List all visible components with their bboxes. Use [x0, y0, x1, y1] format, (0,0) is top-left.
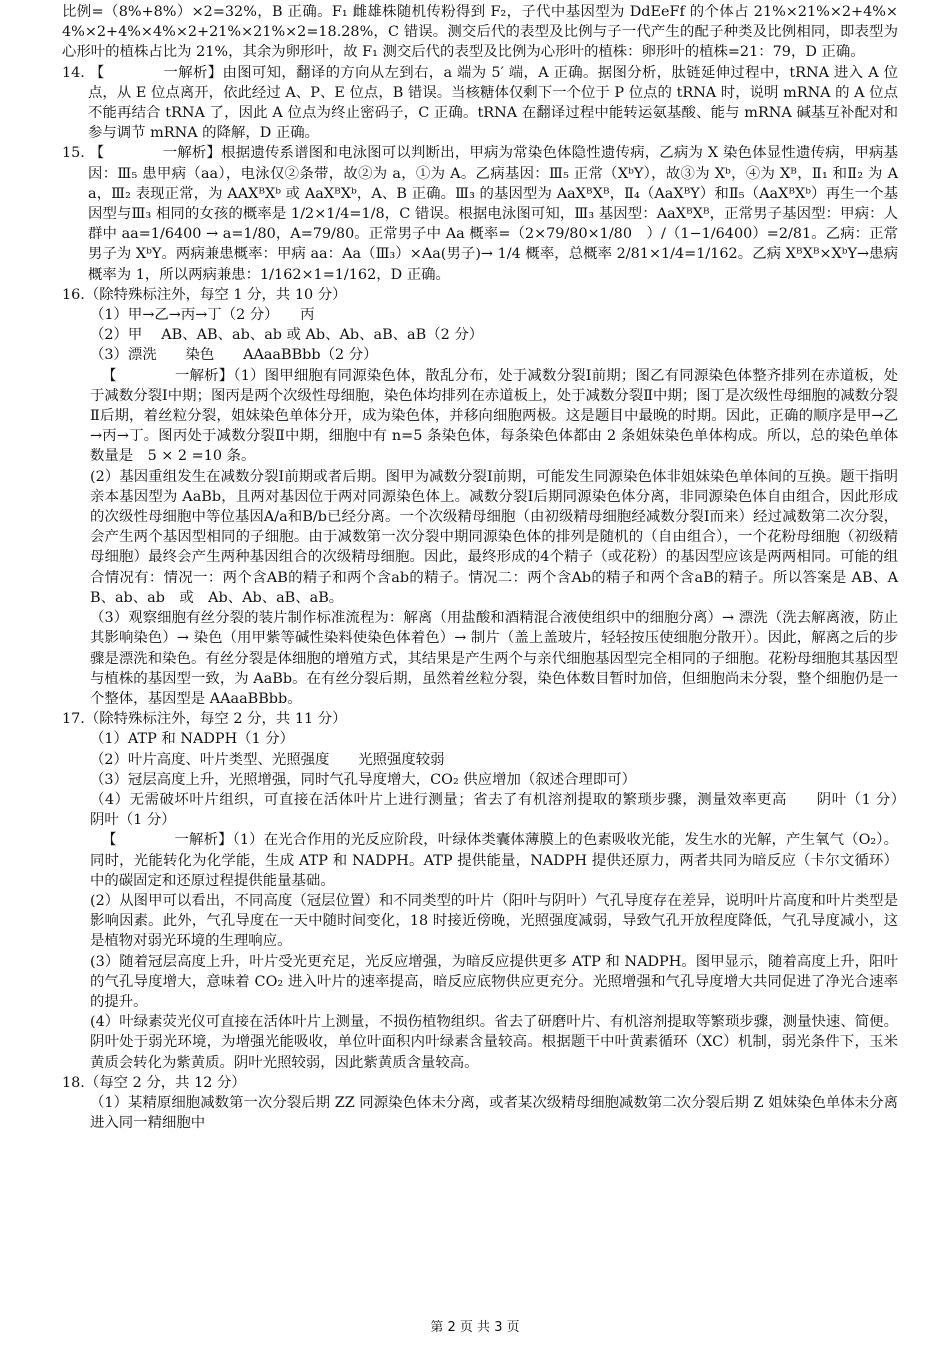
q17-part4-answer: （4）无需破坏叶片组织，可直接在活体叶片上进行测量；省去了有机溶剂提取的繁琐步骤，测量效率更高 阴叶（1 分） 阴叶（1 分） [90, 791, 927, 829]
q16-explanation-1: 【 一解析】（1）图甲细胞有同源染色体，散乱分布，处于减数分裂Ⅰ前期；图乙有同源染色体整齐排列在赤道板，处于减数分裂Ⅰ中期；图丙是两个次级性母细胞，染色体均排列在赤道板上，处于减数分裂Ⅱ中期；图丁是次级性母细胞的减数分裂Ⅱ后期，着丝粒分裂，姐妹染色单体分开，成为染色体，并移向细胞两极。这是题目中最晚的时期。因此，正确的顺序是甲→乙→丙→丁。图丙处于减数分裂Ⅱ中期，细胞中有 n=5 条染色体，每条染色体都由 2 条姐妹染色单体构成。所以，总的染色单体数量是 5 × 2 =10 条。 [90, 367, 898, 465]
q15-answer: 15. 【 一解析】根据遗传系谱图和电泳图可以判断出，甲病为常染色体隐性遗传病，乙病为 X 染色体显性遗传病，甲病基因：Ⅲ₅ 患甲病（aa），电泳仅②条带，故②为 a，①为 A。乙病基因：Ⅲ₅ 正常（XᵇY），故③为 Xᵇ，④为 Xᴮ，Ⅱ₁ 和Ⅱ₂ 为 Aa，Ⅲ₂ 表现正常，为 AAXᴮXᵇ 或 AaXᴮXᵇ，A、B 正确。Ⅲ₃ 的基因型为 AaXᴮXᴮ，Ⅱ₄（AaXᴮY）和Ⅱ₅（AaXᴮXᵇ）再生一个基因型与Ⅲ₃ 相同的女孩的概率是 1/2×1/4=1/8，C 错误。根据电泳图可知，Ⅲ₃ 基因型：AaXᴮXᴮ，正常男子基因型：甲病：人群中 aa=1/6400 → a=1/80，A=79/80。正常男子中 Aa 概率=（2×79/80×1/80 ）/（1−1/6400）=2/81。乙病：正常男子为 XᵇY。两病兼患概率：甲病 aa：Aa（Ⅲ₃）×Aa(男子)→ 1/4 概率，总概率 2/81×1/4=1/162。乙病 XᴮXᴮ×XᵇY→患病概率为 1，所以两病兼患：1/162×1=1/162，D 正确。 [62, 145, 898, 283]
q16-header: 16.（除特殊标注外，每空 1 分，共 10 分） [62, 286, 347, 303]
q16-part1-answer: （1）甲→乙→丙→丁（2 分） 丙 [90, 307, 315, 324]
q17-part2-answer: （2）叶片高度、叶片类型、光照强度 光照强度较弱 [90, 751, 445, 768]
q18-part1-answer: （1）某精原细胞减数第一次分裂后期 ZZ 同源染色体未分离，或者某次级精母细胞减数第二次分裂后期 Z 姐妹染色单体未分离进入同一精细胞中 [90, 1094, 898, 1132]
q14-answer: 14. 【 一解析】由图可知，翻译的方向从左到右，a 端为 5′ 端，A 正确。据图分析，肽链延伸过程中，tRNA 进入 A 位点，从 E 位点离开，依此经过 A、P、E 位点，B 错误。当核糖体仅剩下一个位于 P 位点的 tRNA 时，说明 mRNA 的 A 位点不能再结合 tRNA 了，因此 A 位点为终止密码子，C 正确。tRNA 在翻译过程中能转运氨基酸、能与 mRNA 碱基互补配对和参与调节 mRNA 的降解，D 正确。 [62, 64, 898, 142]
q18-header: 18.（每空 2 分，共 12 分） [62, 1074, 246, 1091]
q17-part1-answer: （1）ATP 和 NADPH（1 分） [90, 731, 295, 748]
q17-explanation-2: (2）从图甲可以看出，不同高度（冠层位置）和不同类型的叶片（阳叶与阴叶）气孔导度存在差异，说明叶片高度和叶片类型是影响因素。此外，气孔导度在一天中随时间变化，18 时接近傍晚，光照强度减弱，导致气孔开放程度降低，气孔导度减小，这是植物对弱光环境的生理响应。 [90, 892, 898, 950]
q16-part3-answer: （3）漂洗 染色 AAaaBBbb（2 分） [90, 347, 378, 364]
q17-explanation-3: (3）随着冠层高度上升，叶片受光更充足，光反应增强，为暗反应提供更多 ATP 和 NADPH。图甲显示，随着高度上升，阳叶的气孔导度增大，意味着 CO₂ 进入叶片的速率提高，暗反应底物供应更充分。光照增强和气孔导度增大共同促进了净光合速率的提升。 [90, 953, 898, 1010]
q17-explanation-4: (4）叶绿素荧光仪可直接在活体叶片上测量，不损伤植物组织。省去了研磨叶片、有机溶剂提取等繁琐步骤，测量快速、简便。阴叶处于弱光环境，为增强光能吸收，单位叶面积内叶绿素含量较高。根据题干中叶黄素循环（XC）机制，弱光条件下，玉米黄质会转化为紫黄质。阴叶光照较弱，因此紫黄质含量较高。 [90, 1014, 898, 1071]
q13-continued-text: 比例=（8%+8%）×2=32%，B 正确。F₁ 雌雄株随机传粉得到 F₂，子代中基因型为 DdEeFf 的个体占 21%×21%×2+4%×4%×2+4%×4%×2+21%×21%×2=18.28%，C 错误。测交后代的表型及比例与子一代产生的配子种类及比例相同，即表型为心形叶的植株占比为 21%，其余为卵形叶，故 F₁ 测交后代的表型及比例为心形叶的植株：卵形叶的植株=21：79，D 正确。 [62, 4, 898, 61]
q17-part3-answer: （3）冠层高度上升，光照增强，同时气孔导度增大，CO₂ 供应增加（叙述合理即可） [90, 771, 636, 788]
page-body [62, 0, 927, 1133]
q17-explanation-1: 【 一解析】（1）在光合作用的光反应阶段，叶绿体类囊体薄膜上的色素吸收光能，发生水的光解，产生氧气（O₂）。同时，光能转化为化学能，生成 ATP 和 NADPH。ATP 提供能量，NADPH 提供还原力，两者共同为暗反应（卡尔文循环）中的碳固定和还原过程提供能量基础。 [90, 832, 898, 889]
q17-header: 17.（除特殊标注外，每空 2 分，共 11 分） [62, 711, 347, 728]
q16-explanation-3: （3）观察细胞有丝分裂的装片制作标准流程为：解离（用盐酸和酒精混合液使组织中的细胞分离）→ 漂洗（洗去解离液，防止其影响染色）→ 染色（用甲紫等碱性染料使染色体着色）→ 制片（盖上盖玻片，轻轻按压使细胞分散开）。因此，解离之后的步骤是漂洗和染色。有丝分裂是体细胞的增殖方式，其结果是产生两个与亲代细胞基因型完全相同的子细胞。花粉母细胞其基因型与植株的基因型一致，为 AaBb。在有丝分裂后期，虽然着丝粒分裂，染色体数目暂时加倍，但细胞尚未分裂，整个细胞仍是一个整体，基因型是 AAaaBBbb。 [90, 610, 898, 707]
q16-part2-answer: （2）甲 AB、AB、ab、ab 或 Ab、Ab、aB、aB（2 分） [90, 327, 484, 344]
page-footer: 第 2 页 共 3 页 [430, 1320, 520, 1335]
q16-explanation-2: (2）基因重组发生在减数分裂Ⅰ前期或者后期。图甲为减数分裂Ⅰ前期，可能发生同源染色体非姐妹染色单体间的互换。题干指明亲本基因型为 AaBb，且两对基因位于两对同源染色体上。减数分裂Ⅰ后期同源染色体分离，非同源染色体自由组合，因此形成的次级性母细胞中等位基因A/a和B/b已经分离。一个次级精母细胞（由初级精母细胞经减数分裂Ⅰ而来）经过减数第二次分裂，会产生两个基因型相同的子细胞。由于减数第一次分裂中期同源染色体的排列是随机的（自由组合），一个花粉母细胞（初级精母细胞）最终会产生两种基因组合的次级精母细胞。因此，最终形成的4个精子（或花粉）的基因型应该是两两相同。可能的组合情况有：情况一：两个含AB的精子和两个含ab的精子。情况二：两个含Ab的精子和两个含aB的精子。所以答案是 AB、AB、ab、ab 或 Ab、Ab、aB、aB。 [90, 468, 898, 606]
